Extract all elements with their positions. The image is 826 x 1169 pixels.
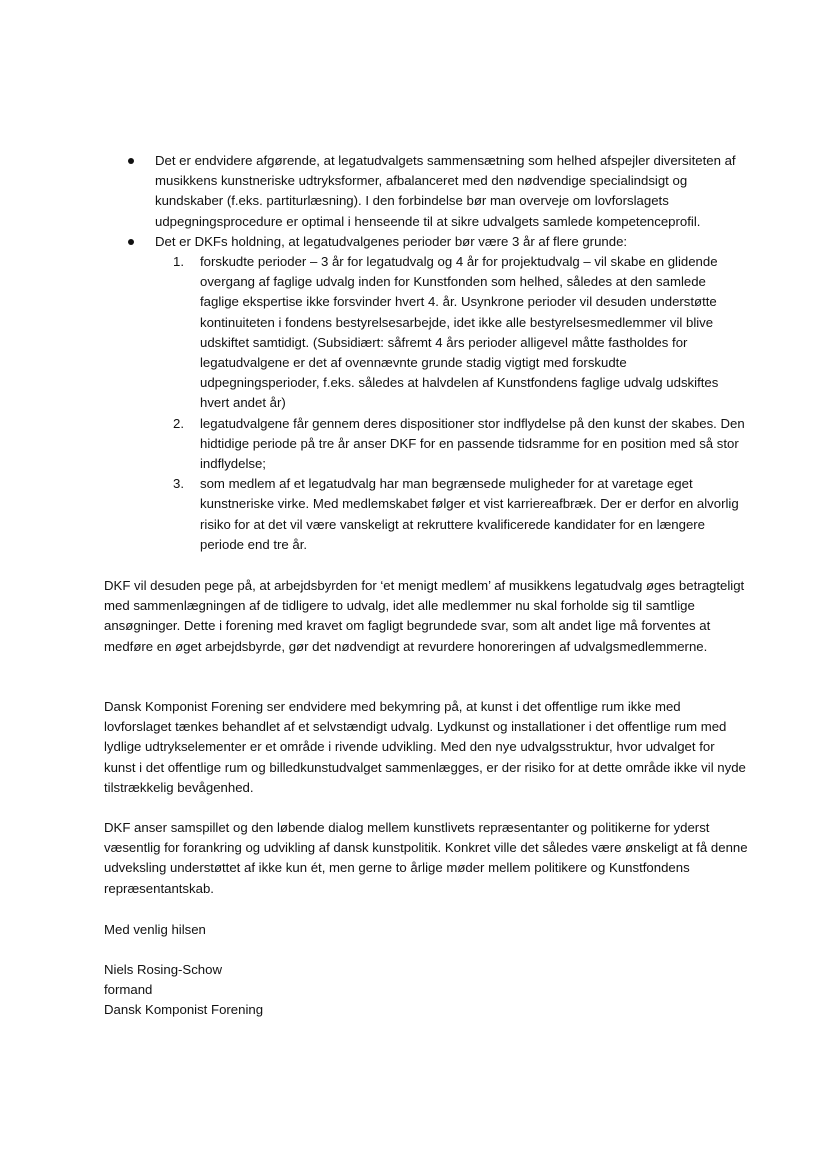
numbered-item-text: som medlem af et legatudvalg har man begrænsede muligheder for at varetage eget kunstneriske virke. Med medlemskabet følger et vist karriereafbræk. Der er derfor en alvorlig risiko for at det vil være vanskeligt at rekruttere kvalificerede kandidater for en længere periode end tre år. bbox=[200, 476, 739, 552]
paragraph-public-art: Dansk Komponist Forening ser endvidere med bekymring på, at kunst i det offentlige rum ikke med lovforslaget tænkes behandlet af et selvstændigt udvalg. Lydkunst og installationer i det offentlige rum med lydlige udtrykselementer er et område i rivende udvikling. Med den nye udvalgsstruktur, hvor udvalget for kunst i det offentlige rum og billedkunstudvalget sammenlægges, er der risiko for at dette område ikke vil nyde tilstrækkelig bevågenhed. bbox=[104, 699, 746, 795]
numbered-item-text: legatudvalgene får gennem deres dispositioner stor indflydelse på den kunst der skabes. Den hidtidige periode på tre år anser DKF for en passende tidsramme for en position med så stor indflydelse; bbox=[200, 415, 745, 472]
numbered-item bbox=[173, 414, 748, 475]
closing-greeting: Med venlig hilsen bbox=[104, 922, 206, 937]
bullet-text: Det er endvidere afgørende, at legatudvalgets sammensætning som helhed afspejler diversiteten af musikkens kunstneriske udtryksformer, afbalanceret med den nødvendige specialindsigt og kundskaber (f.eks. partiturlæsning). I den forbindelse bør man overveje om lovforslagets udpegningsprocedure er optimal i henseende til at sikre udvalgets samlede kompetenceprofil. bbox=[155, 153, 736, 229]
bullet-item bbox=[128, 151, 748, 232]
signature-name: Niels Rosing-Schow bbox=[104, 962, 222, 977]
signature-organization: Dansk Komponist Forening bbox=[104, 1002, 264, 1018]
numbered-list bbox=[173, 252, 748, 555]
numbered-item-label: 3. bbox=[173, 476, 184, 492]
numbered-item-label: 2. bbox=[173, 415, 184, 431]
bullet-list bbox=[128, 151, 748, 555]
signature-title: formand bbox=[104, 982, 153, 998]
signature-block bbox=[104, 960, 749, 1021]
numbered-item-label: 1. bbox=[173, 254, 184, 270]
numbered-item bbox=[173, 474, 748, 555]
bullet-dot-icon bbox=[128, 158, 134, 164]
paragraph-dialog: DKF anser samspillet og den løbende dialog mellem kunstlivets repræsentanter og politikerne for yderst væsentlig for forankring og udvikling af dansk kunstpolitik. Konkret ville det således være ønskeligt at få denne udveksling understøttet af ikke kun ét, men gerne to årlige møder mellem politikere og Kunstfondens repræsentantskab. bbox=[104, 820, 748, 896]
bullet-dot-icon bbox=[128, 239, 134, 245]
numbered-item bbox=[173, 252, 748, 414]
paragraph-workload: DKF vil desuden pege på, at arbejdsbyrden for ‘et menigt medlem’ af musikkens legatudvalg øges betragteligt med sammenlægningen af de tidligere to udvalg, idet alle medlemmer nu skal forholde sig til samtlige ansøgninger. Dette i forening med kravet om fagligt begrundede svar, som alt andet lige må forventes at medføre en øget arbejdsbyrde, gør det nødvendigt at revurdere honoreringen af udvalgsmedlemmerne. bbox=[104, 578, 745, 654]
bullet-item bbox=[128, 232, 748, 555]
numbered-item-text: forskudte perioder – 3 år for legatudvalg og 4 år for projektudvalg – vil skabe en glidende overgang af faglige udvalg inden for Kunstfonden som helhed, således at den samlede faglige ekspertise ikke forsvinder hvert 4. år. Usynkrone perioder vil desuden understøtte kontinuiteten i fondens bestyrelsesarbejde, idet ikke alle bestyrelsesmedlemmer vil blive udskiftet samtidigt. (Subsidiært: såfremt 4 års perioder alligevel måtte fastholdes for legatudvalgene er det af ovennævnte grunde stadig vigtigt med forskudte udpegningsperioder, f.eks. således at halvdelen af Kunstfondens faglige udvalg udskiftes hvert andet år) bbox=[200, 254, 719, 411]
bullet-text: Det er DKFs holdning, at legatudvalgenes perioder bør være 3 år af flere grunde: bbox=[155, 233, 628, 249]
